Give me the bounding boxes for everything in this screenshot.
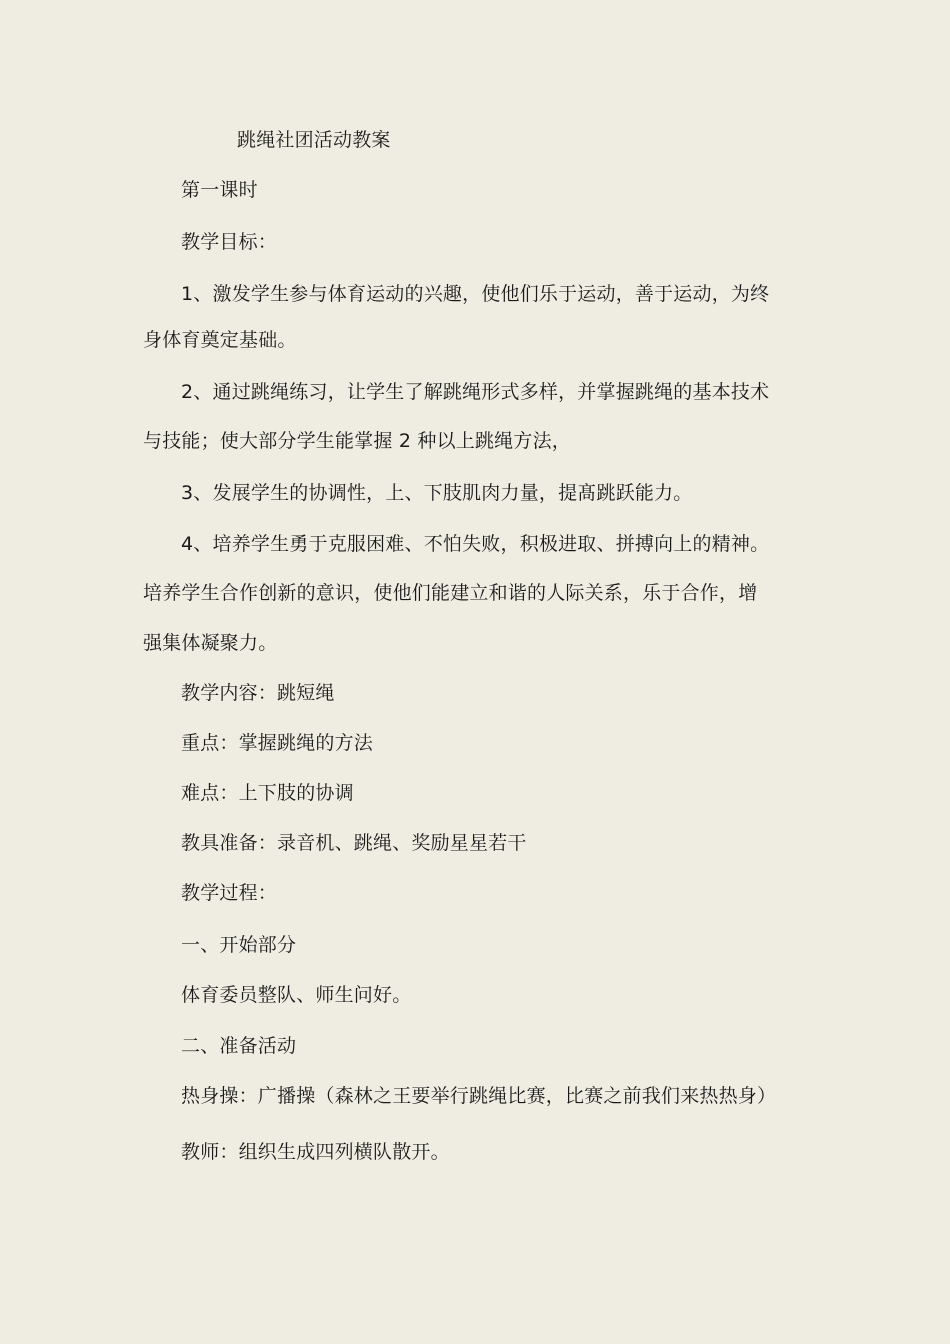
lesson-label: 第一课时 [181,179,258,201]
part-1-heading: 一、开始部分 [181,934,297,956]
warmup-text: 热身操：广播操（森林之王要举行跳绳比赛，比赛之前我们来热热身） [181,1085,777,1107]
objective-1-line-1: 1、激发学生参与体育运动的兴趣，使他们乐于运动，善于运动，为终 [181,283,770,305]
teaching-content: 教学内容：跳短绳 [181,682,335,704]
objectives-heading: 教学目标： [181,231,278,253]
teacher-instruction: 教师：组织生成四列横队散开。 [181,1141,450,1163]
objective-2-line-2: 与技能；使大部分学生能掌握 2 种以上跳绳方法， [143,430,571,452]
equipment: 教具准备：录音机、跳绳、奖励星星若干 [181,832,527,854]
objective-2-line-1: 2、通过跳绳练习，让学生了解跳绳形式多样，并掌握跳绳的基本技术 [181,381,770,403]
objective-4-line-2: 培养学生合作创新的意识，使他们能建立和谐的人际关系，乐于合作，增 [143,582,758,604]
objective-3: 3、发展学生的协调性，上、下肢肌肉力量，提髙跳跃能力。 [181,482,693,504]
objective-4-line-1: 4、培养学生勇于克服困难、不怕失败，积极进取、拼搏向上的精神。 [181,533,770,555]
difficulty: 难点：上下肢的协调 [181,782,354,804]
part-1-text: 体育委员整队、师生问好。 [181,984,412,1006]
key-point: 重点：掌握跳绳的方法 [181,732,374,754]
objective-4-line-3: 强集体凝聚力。 [143,632,278,654]
document-title: 跳绳社团活动教案 [237,129,391,151]
process-heading: 教学过程： [181,882,278,904]
objective-1-line-2: 身体育奠定基础。 [143,329,297,351]
part-2-heading: 二、准备活动 [181,1035,297,1057]
